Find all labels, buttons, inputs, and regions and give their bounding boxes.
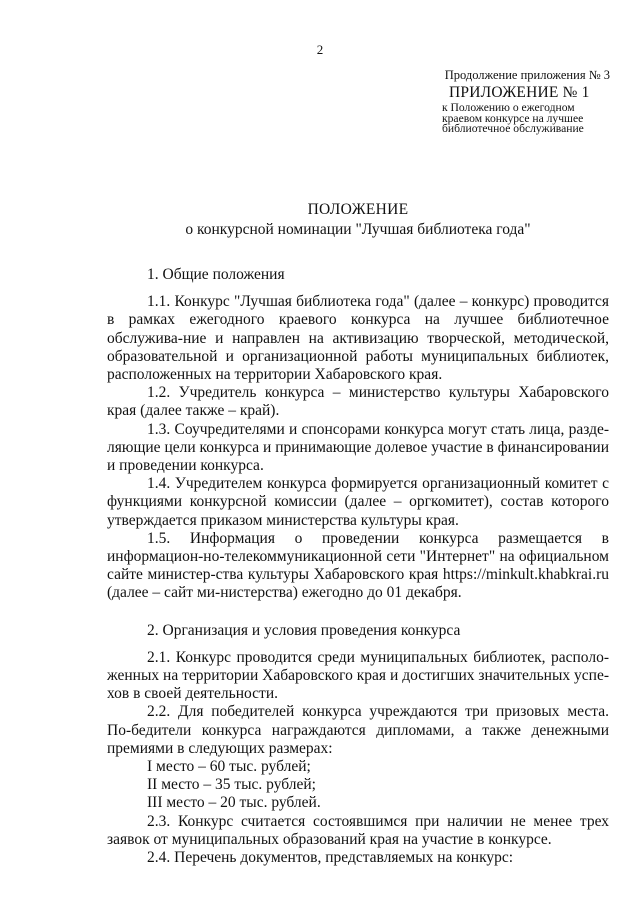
paragraph: 2.3. Конкурс считается состоявшимся при наличии не менее трех заявок от муниципальных образований края на участие в конкурсе. xyxy=(107,812,609,848)
paragraph: 1.5. Информация о проведении конкурса размещается в информацион-но-телекоммуникационной сети "Интернет" на официальном сайте министер-ства культуры Хабаровского края https://minkult.khabkrai.ru (далее – сайт ми-нистерства) ежегодно до 01 декабря. xyxy=(107,529,609,602)
document-subtitle: о конкурсной номинации "Лучшая библиотека года" xyxy=(185,221,531,238)
paragraph: 1.4. Учредителем конкурса формируется организационный комитет с функциями конкурсной комиссии (далее – оргкомитет), состав которого утверждается приказом министерства культуры края. xyxy=(107,475,609,529)
paragraph: 1.2. Учредитель конкурса – министерство культуры Хабаровского края (далее также – край). xyxy=(107,384,609,420)
paragraph: 1.1. Конкурс "Лучшая библиотека года" (далее – конкурс) проводится в рамках ежегодного краевого конкурса на лучшее библиотечное обслужива-ние и направлен на активизацию творческой, методической, образовательной и организационной работы муниципальных библиотек, расположенных на территории Хабаровского края. xyxy=(107,293,609,384)
annex-subtitle-line: краевом конкурсе на лучшее xyxy=(442,111,584,125)
section-heading: 2. Организация и условия проведения конкурса xyxy=(147,621,461,639)
prize-item: III место – 20 тыс. рублей. xyxy=(147,794,321,812)
annex-continuation: Продолжение приложения № 3 xyxy=(444,68,610,82)
annex-header xyxy=(437,68,627,135)
prize-item: I место – 60 тыс. рублей; xyxy=(147,758,311,776)
paragraph: 2.2. Для победителей конкурса учреждаются три призовых места. По-бедители конкурса награждаются дипломами, а также денежными премиями в следующих размерах: xyxy=(107,703,609,757)
annex-subtitle xyxy=(437,103,627,135)
paragraph: 1.3. Соучредителями и спонсорами конкурса могут стать лица, разде-ляющие цели конкурса и принимающие долевое участие в финансировании и проведении конкурса. xyxy=(107,420,609,475)
paragraph: 2.4. Перечень документов, представляемых на конкурс: xyxy=(147,849,514,867)
paragraph: 2.1. Конкурс проводится среди муниципальных библиотек, располо-женных на территории Хабаровского края и достигших значительных успе-хов в своей деятельности. xyxy=(107,648,609,703)
annex-subtitle-line: библиотечное обслуживание xyxy=(442,122,584,135)
section-heading: 1. Общие положения xyxy=(147,266,285,283)
prize-item: II место – 35 тыс. рублей; xyxy=(147,776,316,794)
annex-subtitle-line: к Положению о ежегодном xyxy=(442,101,575,114)
page-number: 2 xyxy=(316,42,324,57)
document-title: ПОЛОЖЕНИЕ xyxy=(307,201,409,218)
document-body xyxy=(107,266,609,867)
annex-title: ПРИЛОЖЕНИЕ № 1 xyxy=(449,84,590,101)
